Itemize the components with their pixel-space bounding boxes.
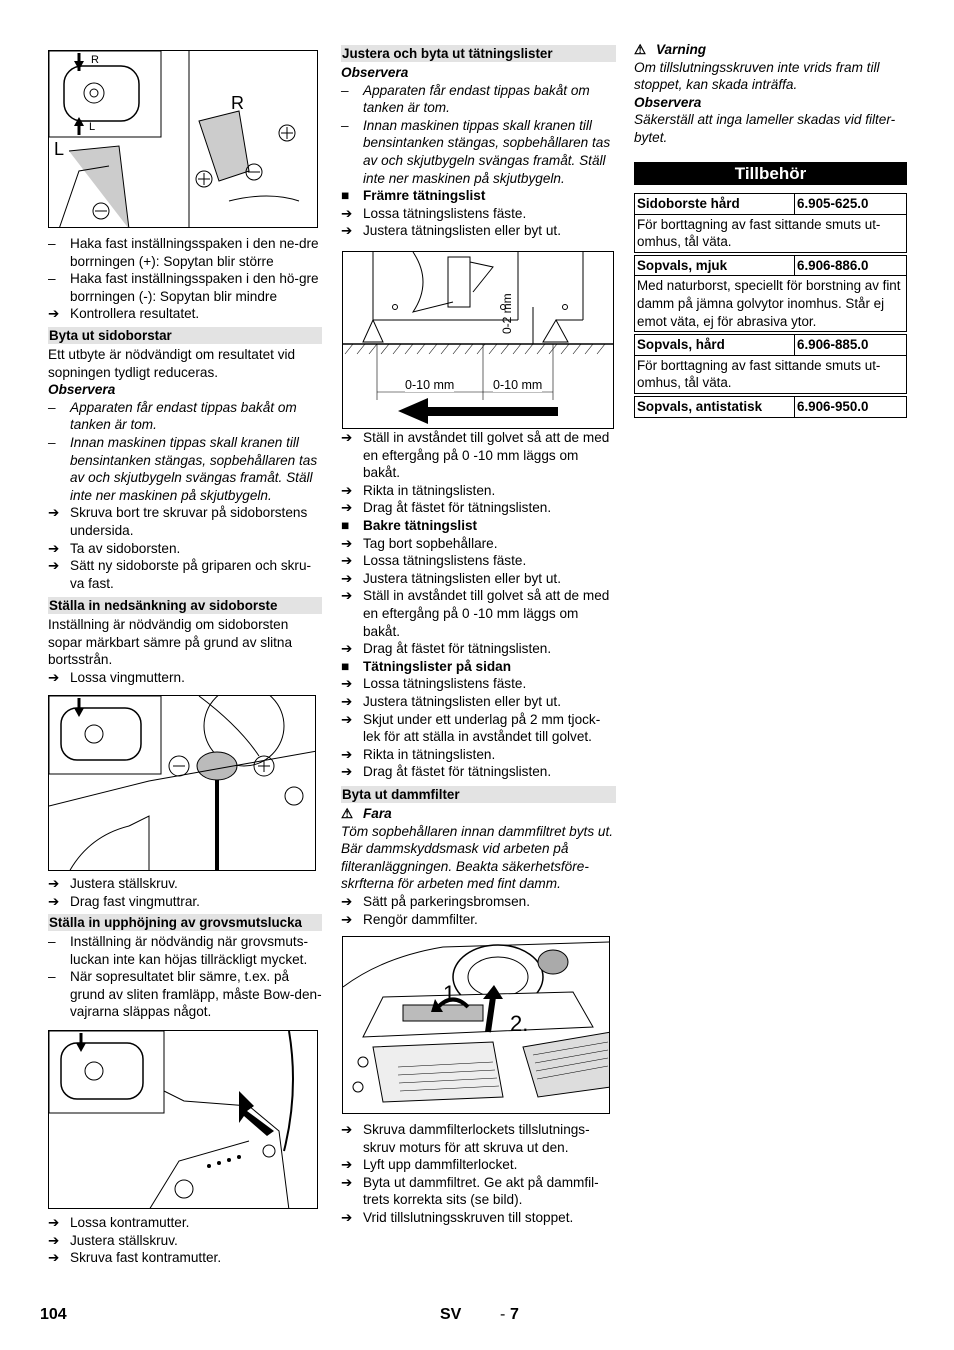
list-item: ➔ Byta ut dammfiltret. Ge akt på dammfil-trets korrekta sits (se bild). bbox=[341, 1174, 599, 1208]
lever-adjust-figure bbox=[48, 50, 318, 228]
accessory-description: För borttagning av fast sittande smuts ut-omhus, tål väta. bbox=[635, 355, 907, 393]
list-item: ➔ Rengör dammfilter. bbox=[341, 911, 478, 927]
observe-label: Observera bbox=[48, 382, 116, 398]
fig1-label-l-big: L bbox=[54, 139, 65, 159]
list-item: – När sopresultatet blir sämre, t.ex. på grund av sliten framläpp, måste Bow-den-vajrarna släppas något. bbox=[48, 969, 322, 1020]
table-row bbox=[635, 355, 907, 393]
wing-nut-figure bbox=[48, 695, 316, 871]
language-code: SV bbox=[440, 1306, 462, 1323]
overrun-right-label: 0-10 mm bbox=[493, 378, 543, 392]
list-item: ➔ Justera tätningslisten eller byt ut. bbox=[341, 693, 561, 709]
section-sealing-strips bbox=[341, 45, 616, 240]
step-two-label: 2. bbox=[510, 1011, 529, 1036]
section-heading: Byta ut dammfilter bbox=[341, 786, 616, 803]
accessory-name: Sidoborste hård bbox=[635, 194, 795, 215]
list-item: ➔ Skruva fast kontramutter. bbox=[48, 1250, 222, 1266]
table-row bbox=[635, 214, 907, 252]
list-item: ➔ Sätt ny sidoborste på griparen och skru-va fast. bbox=[48, 558, 312, 591]
table-row bbox=[635, 194, 907, 215]
dust-filter-steps bbox=[341, 1121, 616, 1227]
list-item: ➔ Skruva bort tre skruvar på sidoborstens undersida. bbox=[48, 505, 308, 538]
list-item: ➔ Justera tätningslisten eller byt ut. bbox=[341, 570, 561, 586]
list-item: ➔ Justera ställskruv. bbox=[48, 1232, 178, 1248]
sealing-strip-figure bbox=[342, 251, 614, 429]
list-item: ➔ Drag åt fästet för tätningslisten. bbox=[341, 500, 552, 516]
section-coarse-dirt-flap bbox=[48, 914, 322, 1021]
list-item: ➔ Lossa kontramutter. bbox=[48, 1215, 190, 1230]
overrun-left-label: 0-10 mm bbox=[405, 378, 455, 392]
list-item: – Innan maskinen tippas skall kranen till bensintanken stängas, sopbehållaren tas av och skjutbygeln svängas framåt. Ställ inte ner maskinen på skjutbygeln. bbox=[48, 434, 318, 503]
list-item: ➔ Lossa vingmuttern. bbox=[48, 669, 185, 685]
square-bullet-icon: ■ bbox=[341, 658, 350, 674]
gap-label: 0-2 mm bbox=[500, 293, 514, 334]
page-number: 104 bbox=[40, 1306, 67, 1323]
list-item: – Apparaten får endast tippas bakåt om tanken är tom. bbox=[341, 82, 590, 116]
accessories-table bbox=[634, 193, 907, 418]
paragraph: Inställning är nödvändig om sidoborsten sopar märkbart sämre på grund av slitna bortsstrån. bbox=[48, 617, 293, 668]
danger-text: Töm sopbehållaren innan dammfiltret byts ut. Bär dammskyddsmask vid arbeten på filteranläggningen. Beakta säkerhetsföre-skrfterna för arbeten med fint damm. bbox=[341, 823, 614, 892]
list-item: ➔ Ställ in avståndet till golvet så att de med en eftergång på 0 -10 mm läggs om bakåt. bbox=[341, 588, 610, 639]
section-heading: Ställa in upphöjning av grovsmutslucka bbox=[48, 914, 322, 931]
counter-nut-steps bbox=[48, 1214, 322, 1267]
footer-separator: - bbox=[500, 1306, 506, 1323]
section-heading: Byta ut sidoborstar bbox=[48, 327, 322, 344]
subheading: ■ Bakre tätningslist bbox=[341, 517, 478, 533]
warning-block bbox=[634, 41, 907, 147]
list-item: – Innan maskinen tippas skall kranen till bensintanken stängas, sopbehållaren tas av och skjutbygeln svängas framåt. Ställ inte ner maskinen på skjutbygeln. bbox=[341, 117, 611, 186]
fig1-label-r-big: R bbox=[231, 93, 244, 113]
subheading: ■ Främre tätningslist bbox=[341, 188, 486, 204]
sealing-strip-steps bbox=[341, 429, 616, 781]
list-item: ➔ Lossa tätningslistens fäste. bbox=[341, 676, 527, 692]
accessory-name: Sopvals, antistatisk bbox=[635, 396, 795, 417]
list-item: ➔ Vrid tillslutningsskruven till stoppet. bbox=[341, 1209, 574, 1225]
list-item: – Haka fast inställningsspaken i den hö-gre borrningen (-): Sopytan blir mindre bbox=[48, 271, 319, 304]
list-item: ➔ Rikta in tätningslisten. bbox=[341, 482, 496, 498]
fig1-label-r-small: R bbox=[91, 54, 99, 66]
accessories-title: Tillbehör bbox=[634, 162, 907, 185]
observe-label: Observera bbox=[634, 94, 702, 110]
accessory-description: För borttagning av fast sittande smuts ut-omhus, tål väta. bbox=[635, 214, 907, 252]
accessories-section bbox=[634, 162, 907, 418]
warning-triangle-icon: ⚠ bbox=[341, 806, 354, 821]
list-item: ➔ Drag åt fästet för tätningslisten. bbox=[341, 764, 552, 780]
table-row bbox=[635, 255, 907, 276]
list-item: – Apparaten får endast tippas bakåt om tanken är tom. bbox=[48, 399, 297, 433]
section-heading: Ställa in nedsänkning av sidoborste bbox=[48, 597, 322, 614]
subheading: ■ Tätningslister på sidan bbox=[341, 658, 512, 674]
list-item: – Inställning är nödvändig när grovsmuts-luckan inte kan höjas tillräckligt mycket. bbox=[48, 934, 309, 967]
section-dust-filter bbox=[341, 786, 616, 928]
observe-text: Säkerställ att inga lameller skadas vid filter-bytet. bbox=[634, 112, 896, 145]
warning-text: Om tillslutningsskruven inte vrids fram till stoppet, kan skada inträffa. bbox=[634, 59, 880, 93]
section-page-number: 7 bbox=[510, 1306, 519, 1323]
list-item: ➔ Skruva dammfilterlockets tillslutnings-skruv moturs för att skruva ut den. bbox=[341, 1122, 590, 1155]
accessory-name: Sopvals, mjuk bbox=[635, 255, 795, 276]
section-heading: Justera och byta ut tätningslister bbox=[341, 45, 616, 62]
list-item: ➔ Lossa tätningslistens fäste. bbox=[341, 553, 527, 569]
list-item: ➔ Skjut under ett underlag på 2 mm tjock-lek för att ställa in avståndet till golvet. bbox=[341, 711, 601, 745]
lever-instructions bbox=[48, 235, 322, 323]
accessory-description: Med naturborst, speciellt för borstning av fint damm på jämna golvytor inomhus. Står ej emot väta, ej för abrasiva ytor. bbox=[635, 276, 907, 332]
dust-filter-figure bbox=[342, 936, 610, 1114]
accessory-part-number: 6.906-950.0 bbox=[795, 396, 907, 417]
counter-nut-figure bbox=[48, 1030, 318, 1209]
list-item: ➔ Drag åt fästet för tätningslisten. bbox=[341, 641, 552, 657]
accessory-part-number: 6.906-886.0 bbox=[795, 255, 907, 276]
list-item: ➔ Drag fast vingmuttrar. bbox=[48, 893, 200, 909]
warning-triangle-icon: ⚠ bbox=[634, 42, 647, 57]
table-row bbox=[635, 276, 907, 332]
list-item: ➔ Ställ in avståndet till golvet så att de med en eftergång på 0 -10 mm läggs om bakåt. bbox=[341, 430, 610, 481]
section-side-brush-lowering bbox=[48, 597, 322, 686]
square-bullet-icon: ■ bbox=[341, 517, 350, 533]
list-item: ➔ Kontrollera resultatet. bbox=[48, 306, 200, 322]
observe-label: Observera bbox=[341, 65, 409, 80]
list-item: ➔ Lossa tätningslistens fäste. bbox=[341, 205, 527, 221]
list-item: ➔ Justera tätningslisten eller byt ut. bbox=[341, 223, 561, 239]
list-item: – Haka fast inställningsspaken i den ne-dre borrningen (+): Sopytan blir större bbox=[48, 236, 319, 269]
wing-nut-steps bbox=[48, 875, 322, 910]
warning-label: ⚠ Varning bbox=[634, 42, 707, 57]
square-bullet-icon: ■ bbox=[341, 188, 350, 204]
danger-label: ⚠ Fara bbox=[341, 806, 392, 821]
fig1-label-l-small: L bbox=[89, 121, 96, 133]
list-item: ➔ Tag bort sopbehållare. bbox=[341, 535, 498, 551]
list-item: ➔ Justera ställskruv. bbox=[48, 876, 178, 891]
table-row bbox=[635, 335, 907, 356]
list-item: ➔ Lyft upp dammfilterlocket. bbox=[341, 1157, 518, 1173]
accessory-part-number: 6.906-885.0 bbox=[795, 335, 907, 356]
paragraph: Ett utbyte är nödvändigt om resultatet vid sopningen tydligt reduceras. bbox=[48, 347, 296, 380]
list-item: ➔ Sätt på parkeringsbromsen. bbox=[341, 893, 530, 909]
list-item: ➔ Ta av sidoborsten. bbox=[48, 540, 181, 556]
section-replace-side-brushes bbox=[48, 327, 322, 592]
accessory-part-number: 6.905-625.0 bbox=[795, 194, 907, 215]
table-row bbox=[635, 396, 907, 417]
list-item: ➔ Rikta in tätningslisten. bbox=[341, 746, 496, 762]
accessory-name: Sopvals, hård bbox=[635, 335, 795, 356]
step-one-label: 1. bbox=[443, 981, 462, 1006]
